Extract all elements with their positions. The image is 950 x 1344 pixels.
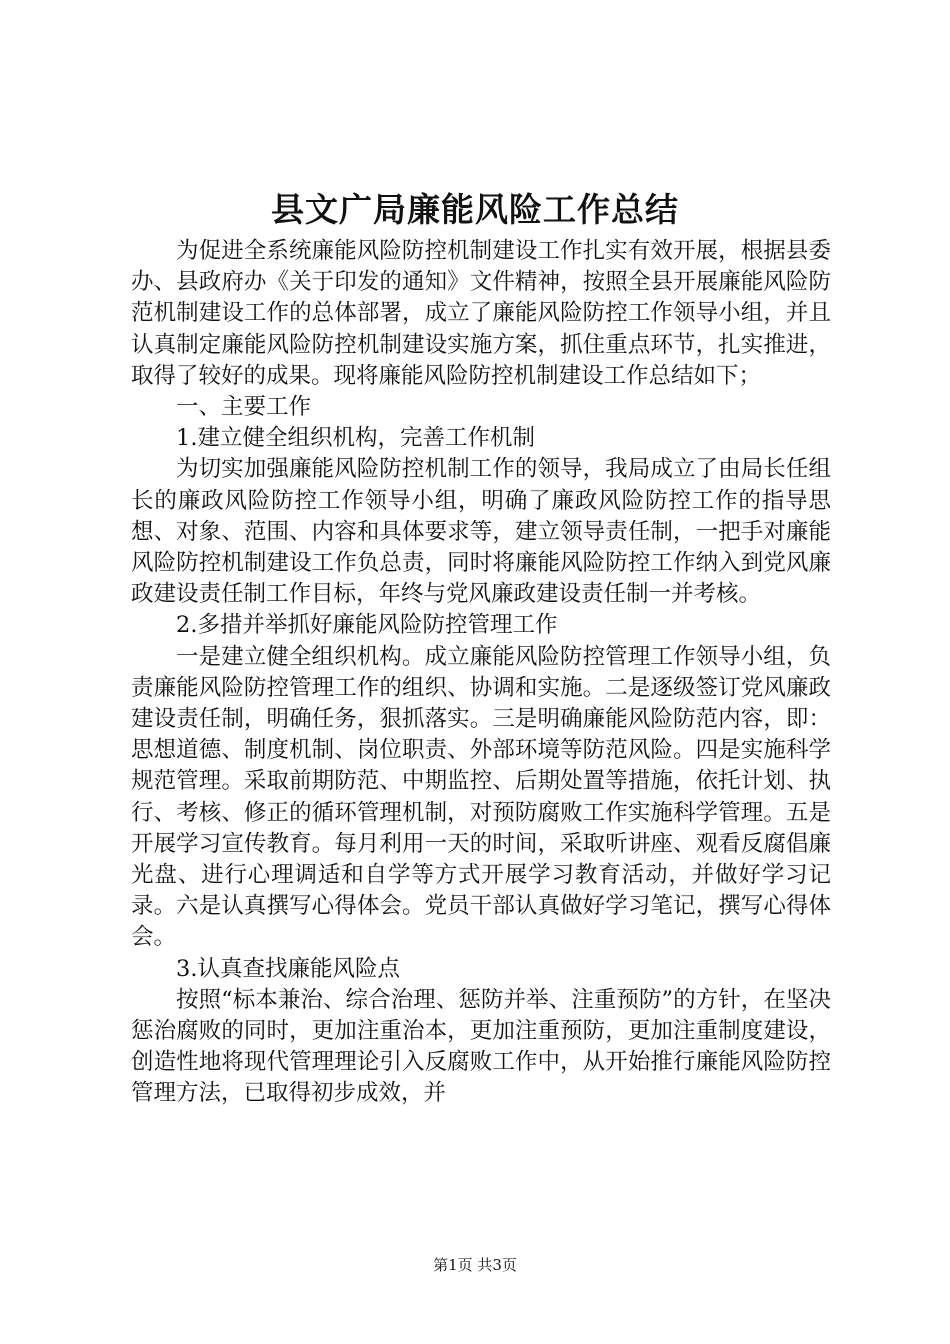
subheading-1: 1.建立健全组织机构，完善工作机制 (176, 425, 535, 452)
paragraph-risk-points: 按照“标本兼治、综合治理、惩防并举、注重预防”的方针，在坚决惩治腐败的同时，更加注重治本，更加注重预防，更加注重制度建设，创造性地将现代管理理论引入反腐败工作中，从开始推行廉能风险防控管理方法，已取得初步成效，并 (131, 986, 831, 1107)
document-title: 县文广局廉能风险工作总结 (271, 190, 679, 229)
page-number-footer: 第1页 共3页 (433, 1256, 517, 1274)
paragraph-measures: 一是建立健全组织机构。成立廉能风险防控管理工作领导小组，负责廉能风险防控管理工作的组织、协调和实施。二是逐级签订党风廉政建设责任制，明确任务，狠抓落实。三是明确廉能风险防范内容，即：思想道德、制度机制、岗位职责、外部环境等防范风险。四是实施科学规范管理。采取前期防范、中期监控、后期处置等措施，依托计划、执行、考核、修正的循环管理机制，对预防腐败工作实施科学管理。五是开展学习宣传教育。每月利用一天的时间，采取听讲座、观看反腐倡廉光盘、进行心理调适和自学等方式开展学习教育活动，并做好学习记录。六是认真撰写心得体会。党员干部认真做好学习笔记，撰写心得体会。 (131, 643, 831, 951)
subheading-3: 3.认真查找廉能风险点 (176, 955, 400, 982)
subheading-2: 2.多措并举抓好廉能风险防控管理工作 (176, 612, 558, 639)
section-heading-main-work: 一、主要工作 (176, 394, 312, 421)
intro-paragraph: 为促进全系统廉能风险防控机制建设工作扎实有效开展，根据县委办、县政府办《关于印发的通知》文件精神，按照全县开展廉能风险防范机制建设工作的总体部署，成立了廉能风险防控工作领导小组，并且认真制定廉能风险防控机制建设实施方案，抓住重点环节，扎实推进，取得了较好的成果。现将廉能风险防控机制建设工作总结如下； (131, 238, 831, 389)
paragraph-organization: 为切实加强廉能风险防控机制工作的领导，我局成立了由局长任组长的廉政风险防控工作领导小组，明确了廉政风险防控工作的指导思想、对象、范围、内容和具体要求等，建立领导责任制，一把手对廉能风险防控机制建设工作负总责，同时将廉能风险防控工作纳入到党风廉政建设责任制工作目标，年终与党风廉政建设责任制一并考核。 (131, 456, 831, 608)
document-body (131, 236, 831, 1110)
